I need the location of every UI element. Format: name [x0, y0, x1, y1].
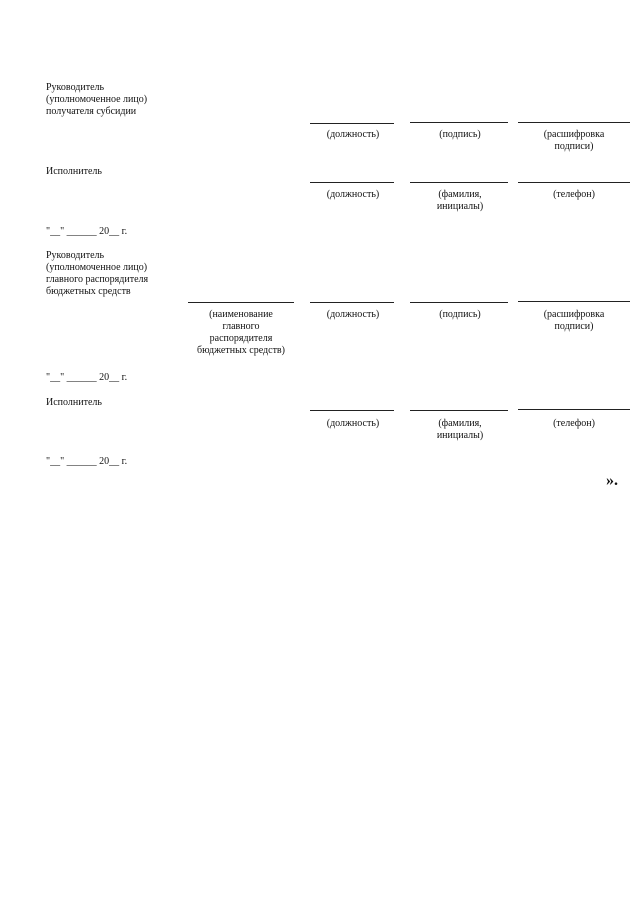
executor2-phone-caption: (телефон)	[553, 418, 595, 429]
manager-decoding-line[interactable]	[518, 301, 630, 302]
executor-position-line[interactable]	[310, 182, 394, 183]
closing-quote: ».	[606, 472, 618, 489]
executor2-phone-line[interactable]	[518, 409, 630, 410]
manager-decoding-caption-line-2: подписи)	[554, 321, 594, 332]
executor-name-caption-line-2: инициалы)	[436, 201, 484, 212]
recipient-head-line-3: получателя субсидии	[46, 106, 137, 117]
org-caption-line-1: (наименование	[209, 309, 273, 320]
executor-phone-caption: (телефон)	[553, 189, 595, 200]
manager-head-line-4: бюджетных средств	[46, 286, 131, 297]
executor2-position-line[interactable]	[310, 410, 394, 411]
executor2-position-caption: (должность)	[326, 418, 380, 429]
position-signature-line[interactable]	[310, 123, 394, 124]
executor-name-line[interactable]	[410, 182, 508, 183]
decoding-caption-line-1: (расшифровка	[543, 129, 605, 140]
manager-head-line-1: Руководитель	[46, 250, 105, 261]
date-field[interactable]: "__" ______ 20__ г.	[46, 226, 128, 237]
decoding-signature-line[interactable]	[518, 122, 630, 123]
manager-date-field[interactable]: "__" ______ 20__ г.	[46, 372, 128, 383]
org-caption-line-3: распорядителя	[209, 333, 273, 344]
executor-phone-line[interactable]	[518, 182, 630, 183]
executor-name-caption-line-1: (фамилия,	[438, 189, 482, 200]
org-caption-line-4: бюджетных средств)	[197, 345, 285, 356]
executor2-name-caption-line-2: инициалы)	[436, 430, 484, 441]
signature-line[interactable]	[410, 122, 508, 123]
manager-decoding-caption-line-1: (расшифровка	[543, 309, 605, 320]
executor-position-caption: (должность)	[326, 189, 380, 200]
signature-caption: (подпись)	[439, 129, 481, 140]
position-caption: (должность)	[326, 129, 380, 140]
manager-position-caption: (должность)	[326, 309, 380, 320]
executor2-label: Исполнитель	[46, 397, 102, 408]
executor2-date-field[interactable]: "__" ______ 20__ г.	[46, 456, 128, 467]
org-caption-line-2: главного	[222, 321, 260, 332]
org-name-line[interactable]	[188, 302, 294, 303]
manager-signature-line[interactable]	[410, 302, 508, 303]
manager-signature-caption: (подпись)	[439, 309, 481, 320]
manager-position-line[interactable]	[310, 302, 394, 303]
decoding-caption-line-2: подписи)	[554, 141, 594, 152]
recipient-head-line-2: (уполномоченное лицо)	[46, 94, 148, 105]
manager-head-line-3: главного распорядителя	[46, 274, 149, 285]
manager-head-line-2: (уполномоченное лицо)	[46, 262, 148, 273]
executor2-name-line[interactable]	[410, 410, 508, 411]
executor-label: Исполнитель	[46, 166, 102, 177]
recipient-head-line-1: Руководитель	[46, 82, 105, 93]
executor2-name-caption-line-1: (фамилия,	[438, 418, 482, 429]
